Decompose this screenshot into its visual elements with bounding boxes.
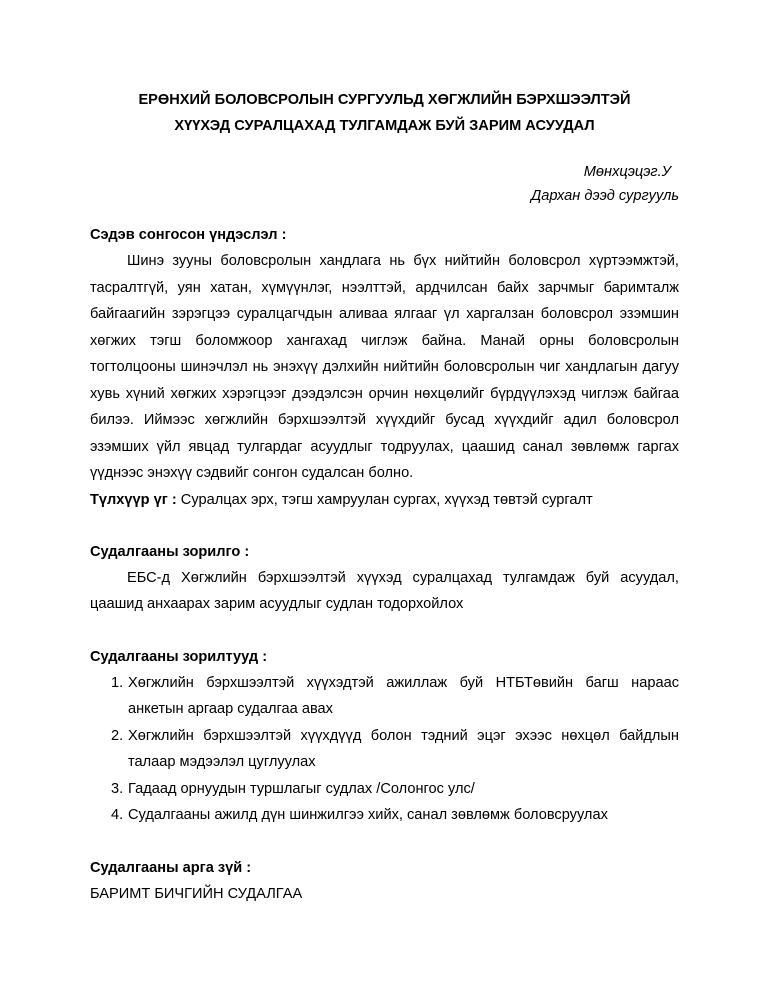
list-item — [90, 670, 679, 723]
list-item-text: Судалгааны ажилд дүн шинжилгээ хийх, санал зөвлөмж боловсруулах — [128, 807, 608, 823]
list-item-text: Гадаад орнуудын туршлагыг судлах /Солонгос улс/ — [128, 780, 475, 797]
document-title — [90, 87, 679, 139]
list-item — [90, 723, 679, 776]
list-item-number: 3. — [111, 780, 124, 797]
purpose-paragraph: ЕБС-д Хөгжлийн бэрхшээлтэй хүүхэд суралцахад тулгамдаж буй асуудал, цаашид анхаарах зарим асуудлыг судлан тодорхойлох — [90, 569, 679, 612]
author-name: Мөнхцэцэг.У — [583, 164, 671, 180]
method-text: БАРИМТ БИЧГИЙН СУДАЛГАА — [90, 885, 303, 902]
objectives-heading: Судалгааны зорилтууд : — [90, 648, 268, 665]
keywords-label: Түлхүүр үг : — [90, 491, 177, 508]
rationale-paragraph: Шинэ зууны боловсролын хандлага нь бүх нийтийн боловсрол хүртээмжтэй, тасралтгүй, уян хатан, хүмүүнлэг, нээлттэй, ардчилсан байх зарчмыг баримталж байгаагийн зэрэгцээ суралцагчдын аливаа ялгааг үл харгалзан боловсрол эзэмшин хөгжих тэгш боломжоор хангахад чиглэж байна. Манай орны боловсролын тогтолцооны шинэчлэл нь энэхүү дэлхийн нийтийн боловсролын чиг хандлагын дагуу хувь хүний хөгжих хэрэгцээг дээдэлсэн орчин нөхцөлийг бүрдүүлэхэд чиглэж байгаа билээ. Иймээс хөгжлийн бэрхшээлтэй хүүхдийг бусад хүүхдийг адил боловсрол эзэмших үйл явцад тулгардаг асуудлыг тодруулах, цаашид санал зөвлөмж гаргах үүднээс энэхүү сэдвийг сонгон судалсан болно. — [90, 253, 679, 481]
author-block — [90, 160, 679, 208]
list-item — [90, 802, 679, 829]
document-page — [90, 80, 679, 907]
list-item-number: 2. — [111, 727, 124, 744]
list-item-number: 4. — [111, 807, 124, 823]
list-item — [90, 776, 679, 803]
author-affiliation: Дархан дээд сургууль — [531, 188, 679, 204]
rationale-heading: Сэдэв сонгосон үндэслэл : — [90, 227, 287, 243]
purpose-heading: Судалгааны зорилго : — [90, 543, 250, 560]
list-item-text: Хөгжлийн бэрхшээлтэй хүүхдүүд болон тэдний эцэг эхээс нөхцөл байдлын талаар мэдээлэл цуглуулах — [128, 727, 679, 770]
objectives-list — [90, 670, 679, 829]
keywords-line — [90, 487, 679, 513]
list-item-number: 1. — [111, 674, 124, 691]
title-line-1: ЕРӨНХИЙ БОЛОВСРОЛЫН СУРГУУЛЬД ХӨГЖЛИЙН БЭРХШЭЭЛТЭЙ — [138, 92, 631, 108]
method-heading: Судалгааны арга зүй : — [90, 859, 252, 876]
list-item-text: Хөгжлийн бэрхшээлтэй хүүхэдтэй ажиллаж буй НТБТөвийн багш нараас анкетын аргаар судалгаа авах — [128, 674, 679, 717]
keywords-text: Суралцах эрх, тэгш хамруулан сургах, хүүхэд төвтэй сургалт — [176, 491, 593, 508]
title-line-2: ХҮҮХЭД СУРАЛЦАХАД ТУЛГАМДАЖ БУЙ ЗАРИМ АСУУДАЛ — [174, 118, 595, 134]
